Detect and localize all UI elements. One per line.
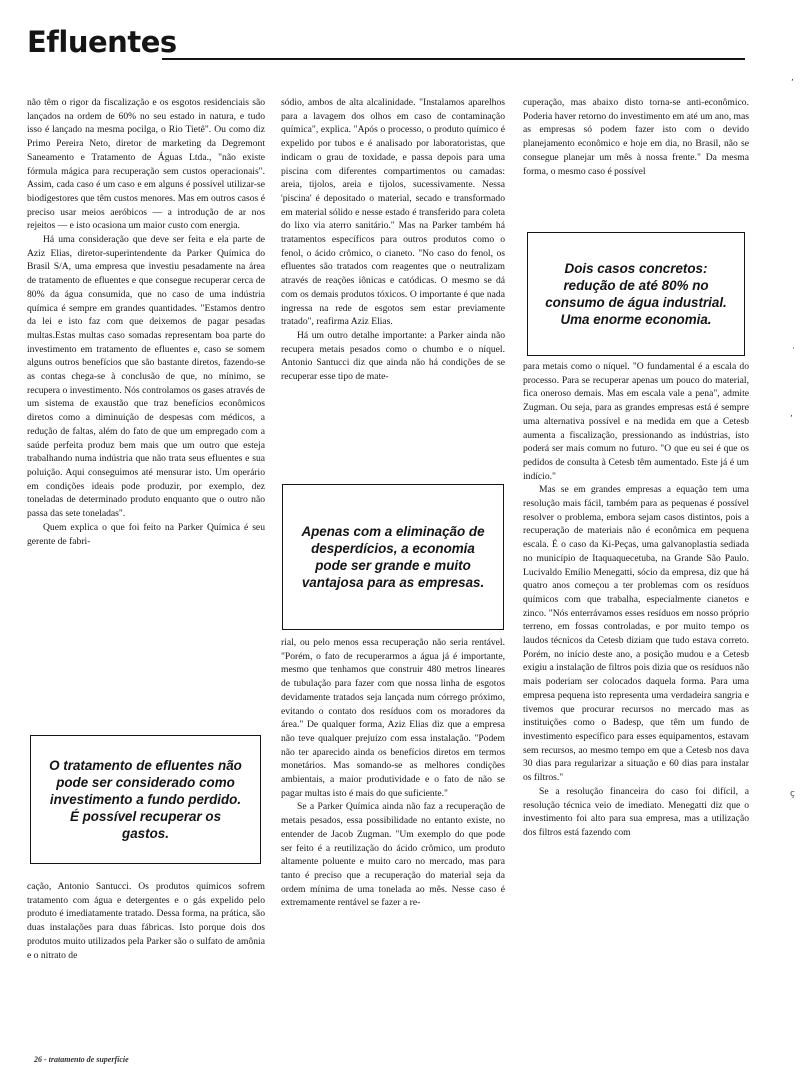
- paragraph: Há uma consideração que deve ser feita e ela parte de Aziz Elias, diretor-superintendente da Parker Química do Brasil S/A, uma empresa que investiu pesadamente na área de tratamento de efluentes e que consegue recuperar cerca de 80% da água consumida, que no caso de uma indústria química é sempre em grandes quantidades. "Estamos dentro da lei e isto faz com que deixemos de pagar pesadas multas.Estas multas caso somadas representam boa parte do investimento em tratamento de efluentes e, caso se somem alguns outros benefícios que são bastante diretos, fazendo-se as contas chega-se à conclusão de que, no mínimo, se recupera o investimento. Nós controlamos os gases através de um sistema de exaustão que traz benefícios econômicos diretos como a diminuição de despesas com médicos, a redução de faltas, além do fato de que um empregado com a saúde perfeita produz bem mais que um outro que esteja trabalhando numa indústria que não trata seus efluentes e sua poluição. Aqui conseguimos até mensurar isto. Um operário em condições ideais pode produzir, por exemplo, dez toneladas de determinado produto enquanto que o outro não passa das sete toneladas".: [27, 234, 265, 520]
- column-3-continued: [523, 360, 749, 1040]
- margin-mark: ,: [790, 409, 793, 419]
- paragraph: para metais como o níquel. "O fundamental é a escala do processo. Para se recuperar apenas um pouco do material, fica oneroso demais. Mas em escala vale a pena", admite Zugman. Ou seja, para as grandes empresas está é sempre uma alternativa possível e na medida em que a Cetesb aumenta a fiscalização, pressionando as indústrias, isto poderá ser mais comum no futuro. "O que eu sei é que os pedidos de consulta à Cetesb têm aumentado. Este já é um indício.": [523, 361, 749, 482]
- paragraph: Se a resolução financeira do caso foi difícil, a resolução técnica veio de imediato. Menegatti diz que o investimento foi alto para sua empresa, mas a utilização dos filtros está fazendo com: [523, 785, 749, 838]
- paragraph: Se a Parker Química ainda não faz a recuperação de metais pesados, essa possibilidade no entanto existe, no entender de Jacob Zugman. "Um exemplo do que pode ser feito é a reutilização do ácido crômico, um produto altamente poluente e muito caro no mercado, mas para tanto é preciso que a recuperação do material seja da ordem mínima de uma tonelada ao mês. Nesse caso é extremamente rentável se fazer a re-: [281, 801, 505, 909]
- pullquote-box: [527, 232, 745, 356]
- column-1-continued: [27, 880, 265, 1000]
- pullquote-text: Dois casos concretos: redução de até 80% no consumo de água industrial. Uma enorme economia.: [545, 261, 727, 327]
- section-title: Efluentes: [27, 25, 177, 59]
- page-footer: 26 - tratamento de superfície: [34, 1055, 129, 1064]
- column-1: [27, 96, 265, 732]
- paragraph: Mas se em grandes empresas a equação tem uma resolução mais fácil, também para as pequenas é possível resolver o problema, embora sejam casos distintos, pois a recuperação de materiais não é econômica em pequena escala. É o caso da Ki-Peças, uma galvanoplastia sediada no município de Itaquaquecetuba, na Grande São Paulo. Lucivaldo Emílio Menegatti, sócio da empresa, diz que há quatro anos começou a ter problemas com os resíduos químicos com que trabalha, especialmente cianetos e zinco. "Nós enterrávamos esses resíduos em nosso próprio terreno, em fossas controladas, e por muito tempo os laudos técnicos da Cetesb diziam que tudo estava correto. Porém, no início deste ano, a posição mudou e a Cetesb exigiu a instalação de filtros pois dizia que os resíduos não mais poderiam ser colocados daquela forma. Para uma empresa pequena isto representa uma verdadeira sangria e tivemos que procurar recursos no mercado mas as instituições como o Badesp, que têm um fundo de investimento específico para esses equipamentos, estavam sem recursos, ao mesmo tempo em que a Cetesb nos dava 30 dias para regularizar a situação e 60 dias para instalar os filtros.": [523, 484, 749, 784]
- margin-mark: ,: [791, 73, 794, 83]
- pullquote-text: O tratamento de efluentes não pode ser considerado como investimento a fundo perdido. É possível recuperar os gastos.: [49, 758, 242, 841]
- title-rule: [162, 58, 745, 60]
- pullquote-text: Apenas com a eliminação de desperdícios, a economia pode ser grande e muito vantajosa para as empresas.: [301, 524, 485, 590]
- paragraph: cuperação, mas abaixo disto torna-se anti-econômico. Poderia haver retorno do investimento em até um ano, mas as empresas só podem fazer isto com o devido planejamento econômico e hoje em dia, no Brasil, não se consegue planejar um mês à nossa frente." Da mesma forma, o mesmo caso é possível: [523, 97, 749, 177]
- margin-mark: ç: [790, 789, 795, 799]
- margin-mark: ·: [792, 344, 795, 354]
- paragraph: rial, ou pelo menos essa recuperação não seria rentável. "Porém, o fato de recuperarmos a água já é importante, mesmo que tenhamos que construir 480 metros lineares de tubulação para fazer com que nossa linha de esgotos devidamente tratados seja lançada num córrego próximo, evitando o contato dos resíduos com os moradores da área." De qualquer forma, Aziz Elias diz que a empresa não teve qualquer prejuízo com essa instalação. "Podem não ter aparecido ainda os benefícios diretos em termos monetários. Mas somando-se as melhores condições ambientais, a maior produtividade e o fato de não se pagar multas isto é mais do que suficiente.": [281, 637, 505, 799]
- column-2: [281, 96, 505, 480]
- paragraph: Quem explica o que foi feito na Parker Química é seu gerente de fabri-: [27, 521, 265, 547]
- paragraph: não têm o rigor da fiscalização e os esgotos residenciais são lançados na ordem de 60% no seu estado in natura, e tudo isso é lançado na mesma pocilga, o Rio Tietê". Ou como diz Primo Pereira Neto, diretor de marketing da Degremont Saneamento e Tratamento de Águas Ltda., "não existe fórmula mágica para recuperação sem custos operacionais". Assim, cada caso é um caso e em alguns é possível utilizar-se biodigestores que têm custos menores. Mas em outros casos é preciso usar meios aeróbicos — a introdução de ar nos rejeitos — e isto ocasiona um maior custo com energia.: [27, 97, 265, 232]
- column-2-continued: [281, 636, 505, 1040]
- column-3: [523, 96, 749, 232]
- paragraph: cação, Antonio Santucci. Os produtos químicos sofrem tratamento com água e detergentes e o gás expelido pelo produto é imediatamente tratado. Dessa forma, na prática, são duas instalações para duas fábricas. Isto porque dois dos produtos muito utilizados pela Parker são o sulfato de amônia e o nitrato de: [27, 881, 265, 961]
- paragraph: sódio, ambos de alta alcalinidade. "Instalamos aparelhos para a lavagem dos olhos em caso de contaminação química", explica. "Após o processo, o produto químico é expelido por tubos e é analisado por laboratoristas, que indicam o grau de toxidade, e passa depois para uma piscina com diferentes compartimentos ou camadas: areia, tijolos, areia e tijolos, sucessivamente. Nessa 'piscina' é depositado o material, secado e transformado em material sólido e nesse estado é transferido para coleta do lixo via aterro sanitário." Mas na Parker também há tratamentos específicos para outros produtos como o fenol, o ácido crômico, o cianeto. "No caso do fenol, os efluentes são tratados com reagentes que o neutralizam através de reações iônicas e catódicas. O mesmo se dá com os demais produtos tóxicos. O importante é que nada ingressa na rede de esgotos sem estar previamente tratado", reafirma Aziz Elias.: [281, 97, 505, 328]
- pullquote-box: [282, 484, 504, 630]
- pullquote-box: [30, 735, 261, 864]
- paragraph: Há um outro detalhe importante: a Parker ainda não recupera metais pesados como o chumbo e o níquel. Antonio Santucci diz que ainda não há condições de se recuperar esse tipo de mate-: [281, 329, 505, 383]
